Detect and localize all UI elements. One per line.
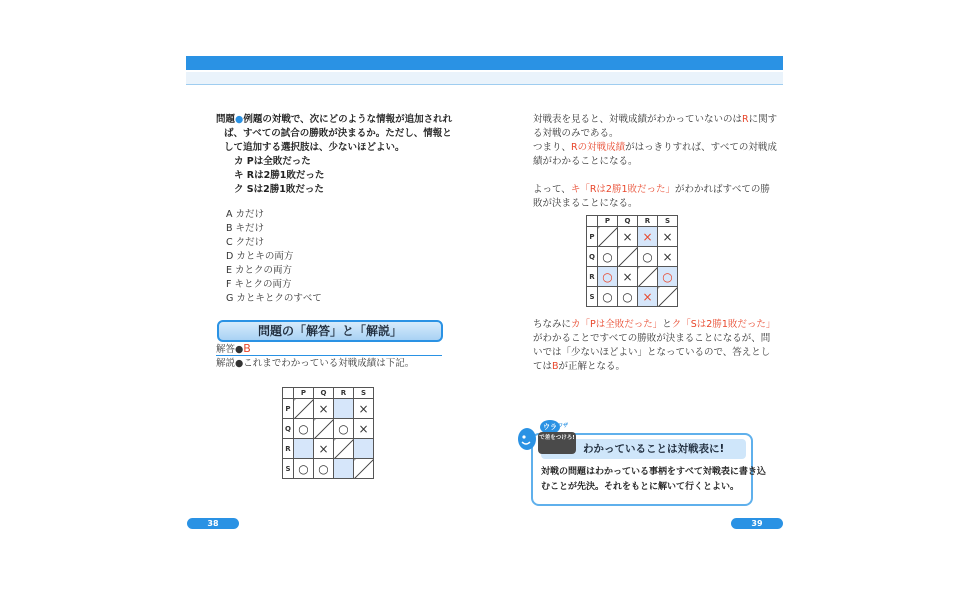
fact-ku: ク Sは2勝1敗だった: [234, 184, 324, 195]
para3-line-3: いでは「少ないほどよい」となっているので、答えとし: [533, 347, 771, 358]
fact-ka: カ Pは全敗だった: [234, 156, 311, 167]
tip-body-line-1: 対戦の問題はわかっている事柄をすべて対戦表に書き込: [541, 467, 766, 477]
para3-line-2: がわかることですべての勝敗が決まることになるが、問: [533, 333, 771, 344]
option-f: F キとクの両方: [226, 279, 292, 290]
answer-value: B: [243, 342, 251, 355]
page-number-right: 39: [731, 518, 783, 529]
match-table-left: [282, 387, 374, 479]
table-cell: ○: [598, 267, 618, 287]
badge-tagline: で差をつけろ!: [538, 432, 576, 454]
col-header-r: R: [638, 216, 658, 227]
tip-title: わかっていることは対戦表に!: [541, 439, 746, 459]
answer-divider: [216, 355, 442, 356]
table-cell: [354, 459, 374, 479]
col-header-s: S: [658, 216, 678, 227]
table-cell: ○: [658, 267, 678, 287]
table-cell: ×: [314, 439, 334, 459]
table-cell: [598, 227, 618, 247]
table-cell: ○: [638, 247, 658, 267]
table-cell: [314, 419, 334, 439]
tip-body: [541, 465, 766, 495]
option-e: E カとクの両方: [226, 265, 293, 276]
table-cell: [294, 439, 314, 459]
explanation-line: 解説●これまでわかっている対戦成績は下記。: [216, 358, 415, 369]
table-corner: [587, 216, 598, 227]
table-cell: ○: [598, 247, 618, 267]
option-d: D カとキの両方: [226, 251, 294, 262]
col-header-r: R: [334, 388, 354, 399]
option-c: C クだけ: [226, 237, 265, 248]
col-header-s: S: [354, 388, 374, 399]
para1-line-2: る対戦のみである。: [533, 128, 619, 139]
tip-body-line-2: むことが先決。それをもとに解いて行くとよい。: [541, 482, 740, 492]
table-cell: [334, 459, 354, 479]
table-cell: ×: [638, 287, 658, 307]
page-number-left: 38: [187, 518, 239, 529]
table-cell: ○: [618, 287, 638, 307]
table-cell: [354, 439, 374, 459]
option-a: A カだけ: [226, 209, 265, 220]
para1-line-4: 績がわかることになる。: [533, 156, 638, 167]
match-table-right: [586, 215, 678, 307]
row-header-q: Q: [587, 247, 598, 267]
table-cell: ×: [658, 227, 678, 247]
row-header-p: P: [587, 227, 598, 247]
option-b: B キだけ: [226, 223, 265, 234]
para1-line-1: 対戦表を見ると、対戦成績がわかっていないのはRに関す: [533, 114, 778, 125]
table-cell: ×: [638, 227, 658, 247]
table-cell: ○: [598, 287, 618, 307]
para3-line-1: ちなみにカ「Pは全敗だった」とク「Sは2勝1敗だった」: [533, 319, 776, 330]
row-header-p: P: [283, 399, 294, 419]
row-header-r: R: [587, 267, 598, 287]
col-header-q: Q: [618, 216, 638, 227]
answer-section-banner: 問題の「解答」と「解説」: [217, 320, 443, 342]
row-header-s: S: [587, 287, 598, 307]
answer-label: 解答●: [216, 344, 244, 355]
badge-ura: ウラ: [540, 420, 560, 434]
table-cell: [658, 287, 678, 307]
col-header-q: Q: [314, 388, 334, 399]
row-header-r: R: [283, 439, 294, 459]
top-sub-bar: [186, 72, 783, 85]
top-header-bar: [186, 56, 783, 70]
table-cell: ×: [658, 247, 678, 267]
row-header-q: Q: [283, 419, 294, 439]
mascot-icon: [516, 427, 538, 451]
row-header-s: S: [283, 459, 294, 479]
table-cell: ×: [618, 267, 638, 287]
table-cell: [618, 247, 638, 267]
table-cell: ○: [314, 459, 334, 479]
table-corner: [283, 388, 294, 399]
col-header-p: P: [294, 388, 314, 399]
table-cell: ○: [294, 459, 314, 479]
table-cell: ×: [354, 399, 374, 419]
para3-line-4: てはBが正解となる。: [533, 361, 626, 372]
para2-line-1: よって、キ「Rは2勝1敗だった」がわかればすべての勝: [533, 184, 770, 195]
table-cell: [334, 439, 354, 459]
table-cell: [334, 399, 354, 419]
para2-line-2: 敗が決まることになる。: [533, 198, 638, 209]
badge-waza: ワザ: [558, 423, 569, 429]
table-cell: [294, 399, 314, 419]
table-cell: ×: [354, 419, 374, 439]
question-line-1: 問題●例題の対戦で、次にどのような情報が追加されれ: [216, 114, 453, 125]
table-cell: [638, 267, 658, 287]
para1-line-3: つまり、Rの対戦成績がはっきりすれば、すべての対戦成: [533, 142, 777, 153]
col-header-p: P: [598, 216, 618, 227]
question-line-2: ば、すべての試合の勝敗が決まるか。ただし、情報と: [224, 128, 452, 139]
option-g: G カとキとクのすべて: [226, 293, 322, 304]
table-cell: ×: [314, 399, 334, 419]
table-cell: ○: [294, 419, 314, 439]
fact-ki: キ Rは2勝1敗だった: [234, 170, 325, 181]
ura-waza-badge: [536, 420, 576, 456]
question-line-3: して追加する選択肢は、少ないほどよい。: [224, 142, 405, 153]
table-cell: ×: [618, 227, 638, 247]
table-cell: ○: [334, 419, 354, 439]
